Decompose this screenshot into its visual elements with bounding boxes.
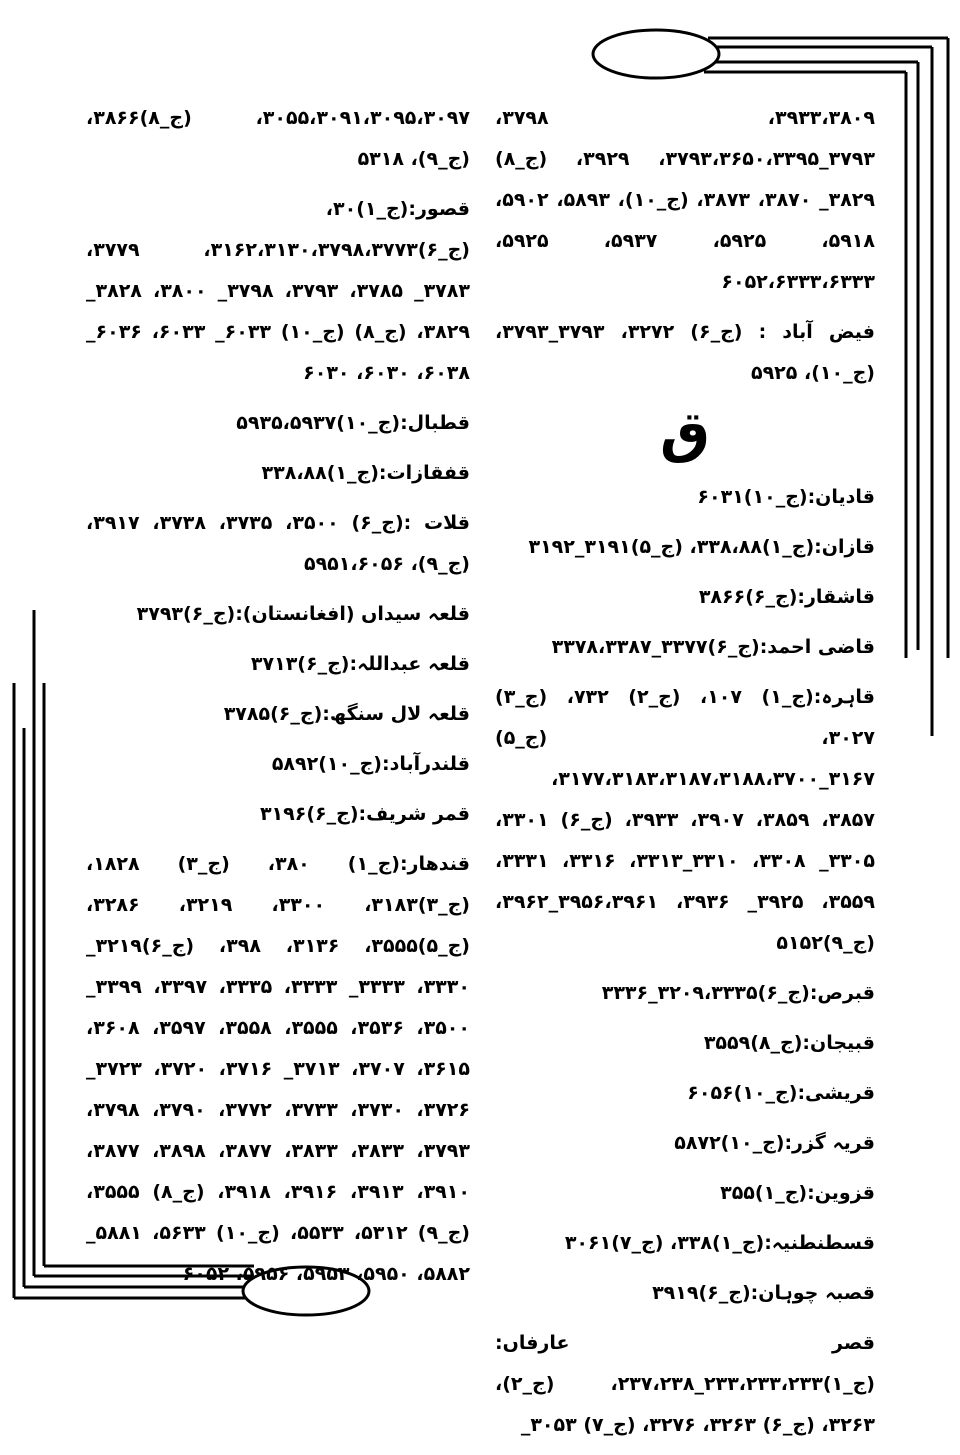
- entry-references: (ج_۶)۳۹۱۹: [652, 1282, 751, 1304]
- entry-headword: قلعہ لال سنگھ:: [322, 703, 470, 725]
- entry-references: (ج_۱)۳۳۸،۸۸: [261, 462, 379, 484]
- section-letter-heading: ق: [659, 400, 711, 465]
- entry-references: (ج_۶) ۳۵۰۰، ۳۷۳۵، ۳۷۳۸، ۳۹۱۷، (ج_۹)، ۵۹۵۱،۶۰۵۶: [86, 512, 470, 575]
- entry-headword: قطبال:: [400, 412, 470, 434]
- entry-references: (ج_۱۰)۶۰۵۶: [687, 1082, 798, 1104]
- index-entry: [495, 1223, 875, 1264]
- index-entry: [495, 477, 875, 518]
- index-entry: [86, 594, 470, 635]
- entry-references: (ج_۸)۳۵۵۹: [703, 1032, 803, 1054]
- entry-references: (ج_۱) ۱۰۷، (ج_۲) ۷۳۲، (ج_۳) ۳۰۲۷، (ج_۵) ۳۱۶۷_۳۱۷۷،۳۱۸۳،۳۱۸۷،۳۱۸۸،۳۷۰۰، ۳۸۵۷، ۳۸۵۹، ۳۹۰۷، ۳۹۳۳، (ج_۶) ۳۳۰۱، ۳۳۰۵_ ۳۳۰۸، ۳۳۱۰_۳۳۱۳، ۳۳۱۶، ۳۳۳۱، ۳۵۵۹، ۳۹۲۵_ ۳۹۳۶، ۳۹۵۶،۳۹۶۱_۳۹۶۲، (ج_۹)۵۱۵۲: [495, 686, 875, 954]
- entry-headword: قلات :: [403, 512, 470, 534]
- entry-headword: قریہ گزر:: [784, 1132, 875, 1154]
- index-entry: [86, 644, 470, 685]
- entry-headword: قاضی احمد:: [759, 636, 875, 658]
- index-entry: [495, 312, 875, 394]
- index-entry: [86, 403, 470, 444]
- entry-references: (ج_۱) ۳۸۰، (ج_۳) ۱۸۲۸، (ج_۳)۳۱۸۳، ۳۳۰۰، ۳۲۱۹، ۳۲۸۶، (ج_۵)۳۵۵۵، ۳۱۳۶، ۳۹۸، (ج_۶)۳۲۱۹_ ۳۳۳۰، ۳۳۳۳_ ۳۳۳۳، ۳۳۳۵، ۳۳۹۷، ۳۳۹۹_ ۳۵۰۰، ۳۵۳۶، ۳۵۵۵، ۳۵۵۸، ۳۵۹۷، ۳۶۰۸، ۳۶۱۵، ۳۷۰۷، ۳۷۱۳_ ۳۷۱۶، ۳۷۲۰، ۳۷۲۳_ ۳۷۲۶، ۳۷۳۰، ۳۷۳۳، ۳۷۷۲، ۳۷۹۰، ۳۷۹۸، ۳۷۹۳، ۳۸۳۳، ۳۸۳۳، ۳۸۷۷، ۳۸۹۸، ۳۸۷۷، ۳۹۱۰، ۳۹۱۳، ۳۹۱۶، ۳۹۱۸، (ج_۸) ۳۵۵۵، (ج_۹) ۵۳۱۲، ۵۵۳۳، (ج_۱۰) ۵۶۳۳، ۵۸۸۱_ ۵۸۸۲، ۵۹۵۰، ۵۹۵۳، ۵۹۵۶، ۶۰۵۲: [86, 853, 470, 1285]
- entry-references: ۳۹۳۳،۳۸۰۹، ۳۷۹۸، ۳۷۹۳_۳۷۹۳،۳۶۵۰،۳۳۹۵، ۳۹۲۹، (ج_۸) ۳۸۲۹_ ۳۸۷۰، ۳۸۷۳، (ج_۱۰)، ۵۸۹۳، ۵۹۰۲، ۵۹۱۸، ۵۹۲۵، ۵۹۳۷، ۵۹۲۵، ۶۰۵۲،۶۳۳۳،۶۳۳۳: [495, 107, 875, 293]
- entry-references: (ج_۱)۳۵۵: [720, 1182, 808, 1204]
- entry-headword: قصبہ چوہان:: [750, 1282, 875, 1304]
- entry-headword: قندھار:: [399, 853, 470, 875]
- entry-references: (ج_۶) ۳۲۷۲، ۳۷۹۳_۳۷۹۳، (ج_۱۰)، ۵۹۲۵: [495, 321, 875, 384]
- entry-references: (ج_۶)۳۸۶۶: [698, 586, 798, 608]
- entry-references: (ج_۱۰)۵۸۹۲: [271, 753, 382, 775]
- index-entry: [86, 189, 470, 394]
- entry-headword: قسطنطنیہ:: [764, 1232, 875, 1254]
- entry-references: (ج_۱۰)۵۹۳۵،۵۹۳۷: [236, 412, 401, 434]
- index-entry: [495, 1023, 875, 1064]
- index-entry: [86, 794, 470, 835]
- index-entry: [495, 577, 875, 618]
- index-entry: [495, 1273, 875, 1314]
- entry-headword: قبرص:: [809, 982, 875, 1004]
- index-entry: [495, 1123, 875, 1164]
- top-ornament-ellipse: [593, 30, 719, 78]
- index-entry: [86, 98, 470, 180]
- entry-headword: قزوین:: [807, 1182, 875, 1204]
- index-entry: [495, 1173, 875, 1214]
- index-entry: [495, 98, 875, 303]
- entry-headword: قبیجان:: [802, 1032, 875, 1054]
- entry-references: (ج_۱۰)۵۸۷۲: [674, 1132, 785, 1154]
- entry-references: (ج_۱)۳۳۸،۸۸، (ج_۵)۳۱۹۱_۳۱۹۲: [528, 536, 815, 558]
- index-entry: [86, 844, 470, 1295]
- entry-headword: قلندرآباد:: [382, 753, 470, 775]
- entry-references: (ج_۱۰)۶۰۳۱: [697, 486, 808, 508]
- index-entry: [86, 453, 470, 494]
- index-entry: [495, 973, 875, 1014]
- entry-references: (ج_۶)۳۲۰۹،۳۳۳۵_۳۳۳۶: [601, 982, 810, 1004]
- entry-headword: قمر شریف:: [358, 803, 470, 825]
- index-entry: [86, 503, 470, 585]
- entry-headword: فیض آباد :: [758, 321, 875, 343]
- index-entry: [495, 677, 875, 964]
- entry-headword: قفقازات:: [378, 462, 470, 484]
- entry-references: (ج_۶)۳۷۱۳: [250, 653, 350, 675]
- entry-headword: قلعہ سیداں (افغانستان):: [235, 603, 470, 625]
- index-entry: [495, 1323, 875, 1446]
- entry-references: (ج_۶)۳۱۹۶: [259, 803, 359, 825]
- index-column-left: [86, 98, 470, 1304]
- entry-headword: قصر عارفاں:: [495, 1332, 875, 1354]
- entry-references: (ج_۶)۳۷۸۵: [223, 703, 323, 725]
- entry-references: (ج_۶)۳۳۷۷_۳۳۷۸،۳۳۸۷: [551, 636, 760, 658]
- entry-references: (ج_۱)۲۳۳،۲۳۳،۲۳۳_۲۳۷،۲۳۸، (ج_۲)، ۳۲۶۳، (ج_۶) ۳۲۶۳، ۳۲۷۶، (ج_۷) ۳۰۵۳_: [495, 1373, 875, 1436]
- index-entry: [86, 694, 470, 735]
- index-entry: [86, 744, 470, 785]
- index-entry: [495, 527, 875, 568]
- entry-headword: قاہرہ:: [813, 686, 875, 708]
- index-entry: [495, 627, 875, 668]
- index-column-right: [495, 98, 875, 1455]
- entry-references: (ج_۱)۳۰، (ج_۶)۳۱۶۲،۳۱۳۰،۳۷۹۸،۳۷۷۳، ۳۷۷۹، ۳۷۸۳_ ۳۷۸۵، ۳۷۹۳، ۳۷۹۸_ ۳۸۰۰، ۳۸۲۸_ ۳۸۲۹، (ج_۸) (ج_۱۰) ۶۰۳۳_ ۶۰۳۳، ۶۰۳۶_ ۶۰۳۸، ۶۰۳۰، ۶۰۳۰: [86, 198, 470, 384]
- index-entry: [495, 1073, 875, 1114]
- entry-headword: قادیان:: [807, 486, 875, 508]
- entry-headword: قصور:: [408, 198, 470, 220]
- entry-headword: قاشقار:: [797, 586, 875, 608]
- entry-headword: قریشی:: [797, 1082, 875, 1104]
- entry-references: (ج_۶)۳۷۹۳: [136, 603, 236, 625]
- entry-references: (ج_۱)۳۳۸، (ج_۷)۳۰۶۱: [564, 1232, 765, 1254]
- entry-references: ۳۰۵۵،۳۰۹۱،۳۰۹۵،۳۰۹۷، (ج_۸)۳۸۶۶، (ج_۹)، ۵۳۱۸: [86, 107, 470, 170]
- entry-headword: قازان:: [814, 536, 875, 558]
- entry-headword: قلعہ عبداللہ:: [349, 653, 470, 675]
